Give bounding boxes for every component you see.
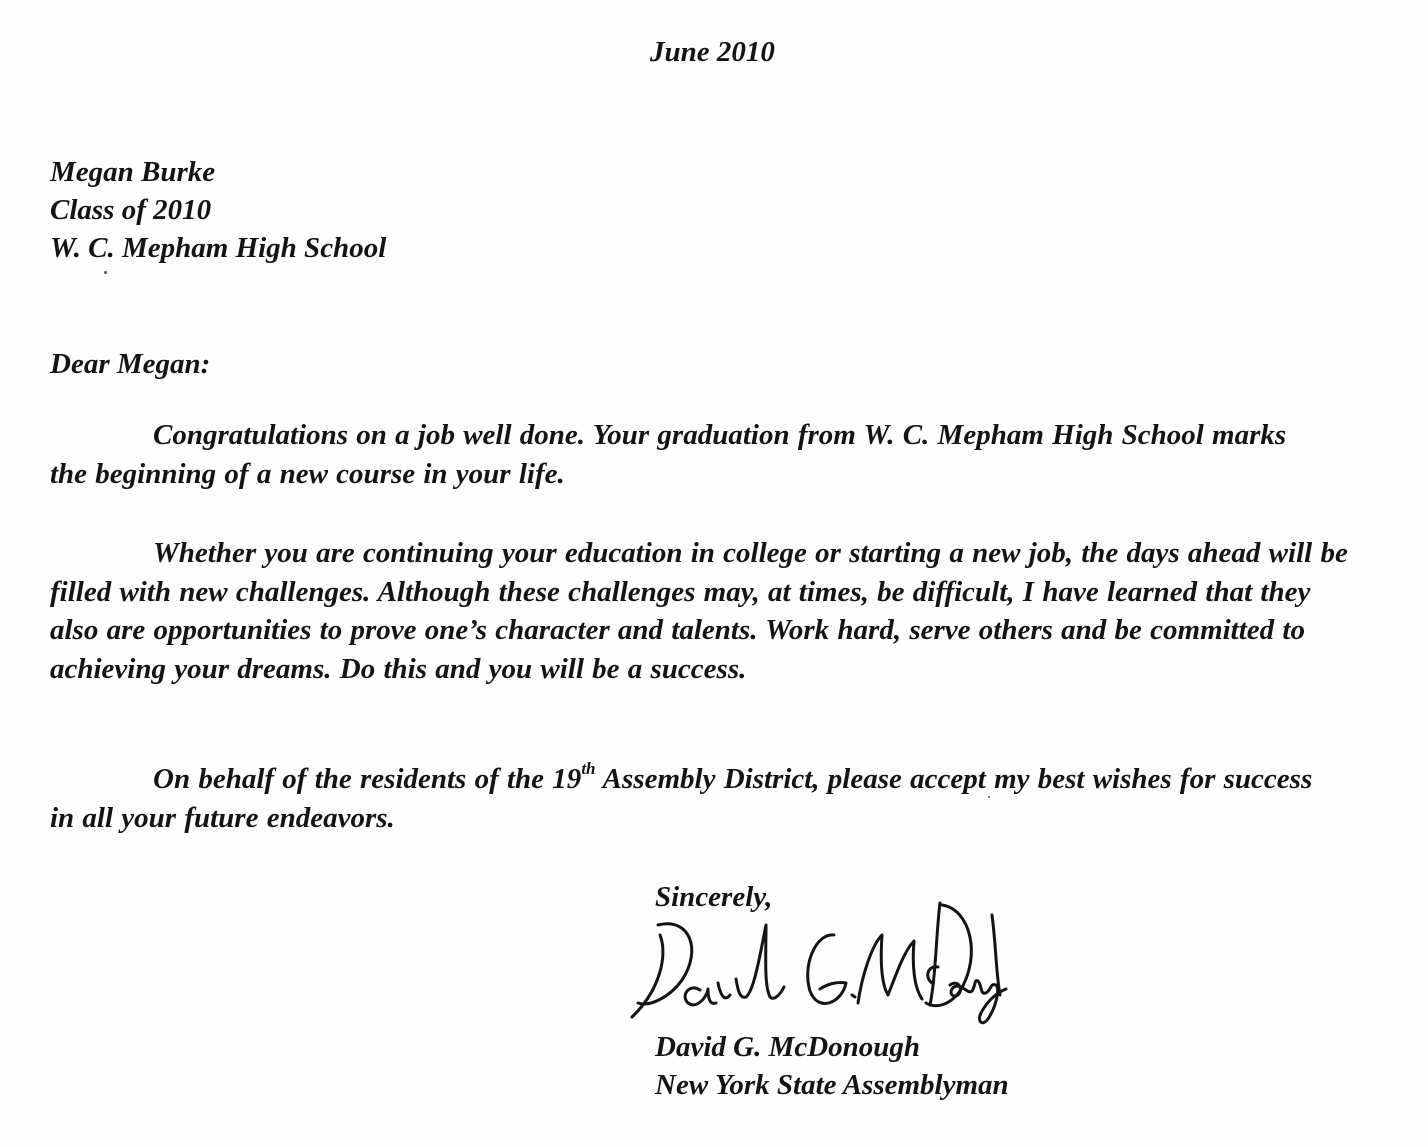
signer-title: New York State Assemblyman — [655, 1069, 1009, 1101]
salutation: Dear Megan: — [50, 348, 211, 380]
paragraph-best-wishes-end: Assembly District, please accept my best wishes for success in all your future endeavors. — [50, 763, 1313, 834]
paragraph-challenges: Whether you are continuing your education in college or starting a new job, the days ahead will be filled with new challenges. Although these challenges may, at times, be difficult, I have learned that they also are opportunities to prove one’s character and talents. Work hard, serve others and be committed to achieving your dreams. Do this and you will be a success. — [50, 537, 1348, 685]
recipient-school: W. C. Mepham High School — [50, 232, 387, 264]
paragraph-best-wishes — [50, 760, 1340, 837]
closing: Sincerely, — [655, 881, 773, 913]
paragraph-congratulations: Congratulations on a job well done. Your graduation from W. C. Mepham High School marks the beginning of a new course in your life. — [50, 419, 1287, 490]
letter-date: June 2010 — [650, 36, 775, 68]
recipient-class: Class of 2010 — [50, 194, 212, 226]
paper-speck — [104, 271, 107, 274]
recipient-name: Megan Burke — [50, 156, 216, 188]
paragraph-best-wishes-start: On behalf of the residents of the 19 — [153, 763, 582, 795]
signer-name: David G. McDonough — [655, 1031, 921, 1063]
paper-speck — [988, 796, 990, 798]
handwritten-signature — [620, 895, 1010, 1030]
ordinal-suffix: th — [581, 759, 596, 779]
